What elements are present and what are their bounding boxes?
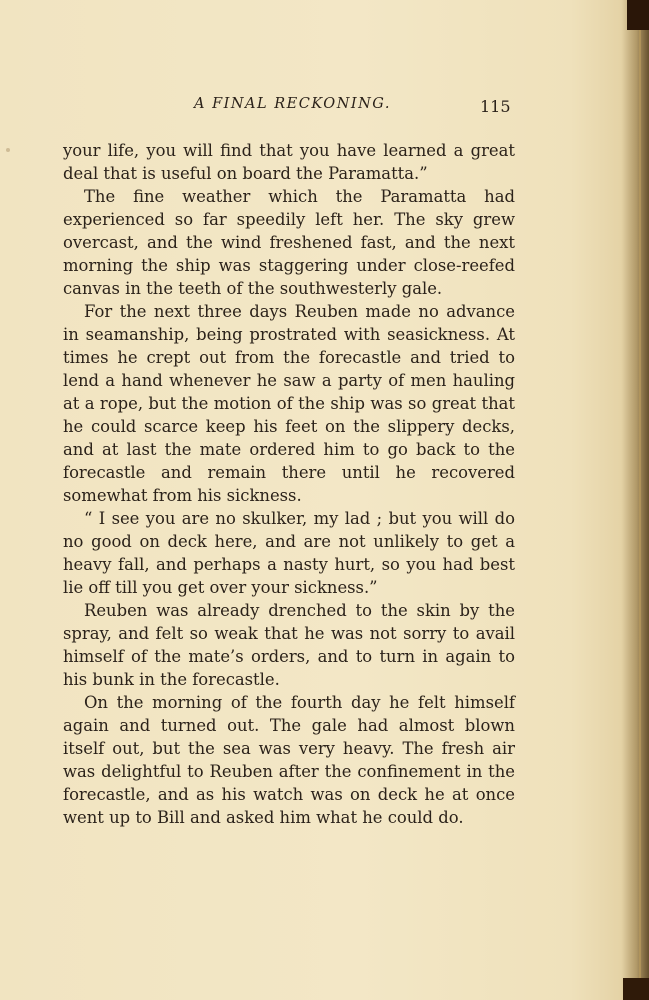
running-title: A FINAL RECKONING. xyxy=(194,96,391,112)
page-number: 115 xyxy=(480,97,511,116)
page-edge-shadow xyxy=(621,0,649,1000)
paragraph: your life, you will find that you have learned a great deal that is useful on board the Paramatta.” xyxy=(63,141,515,183)
body-text xyxy=(63,139,515,829)
paragraph: The fine weather which the Paramatta had experienced so far speedily left her. The sky grew overcast, and the wind freshened fast, and the next morning the ship was staggering under close-reefed canvas in the teeth of the southwesterly gale. xyxy=(63,187,515,298)
paragraph: On the morning of the fourth day he felt himself again and turned out. The gale had almost blown itself out, but the sea was very heavy. The fresh air was delightful to Reuben after the confinement in the forecastle, and as his watch was on deck he at once went up to Bill and asked him what he could do. xyxy=(63,693,515,827)
paragraph: “ I see you are no skulker, my lad ; but you will do no good on deck here, and are not unlikely to get a heavy fall, and perhaps a nasty hurt, so you had best lie off till you get over your sickness.” xyxy=(63,509,515,597)
binding-corner-bottom xyxy=(623,978,649,1000)
paragraph: Reuben was already drenched to the skin by the spray, and felt so weak that he was not sorry to avail himself of the mate’s orders, and to turn in again to his bunk in the forecastle. xyxy=(63,601,515,689)
paragraph: For the next three days Reuben made no advance in seamanship, being prostrated with seasickness. At times he crept out from the forecastle and tried to lend a hand whenever he saw a party of men hauling at a rope, but the motion of the ship was so great that he could scarce keep his feet on the slippery decks, and at last the mate ordered him to go back to the forecastle and remain there until he recovered somewhat from his sickness. xyxy=(63,302,515,505)
running-header xyxy=(0,96,649,120)
page-edge-line xyxy=(639,10,641,990)
binding-corner-top xyxy=(627,0,649,30)
paper-blemish xyxy=(6,148,10,152)
